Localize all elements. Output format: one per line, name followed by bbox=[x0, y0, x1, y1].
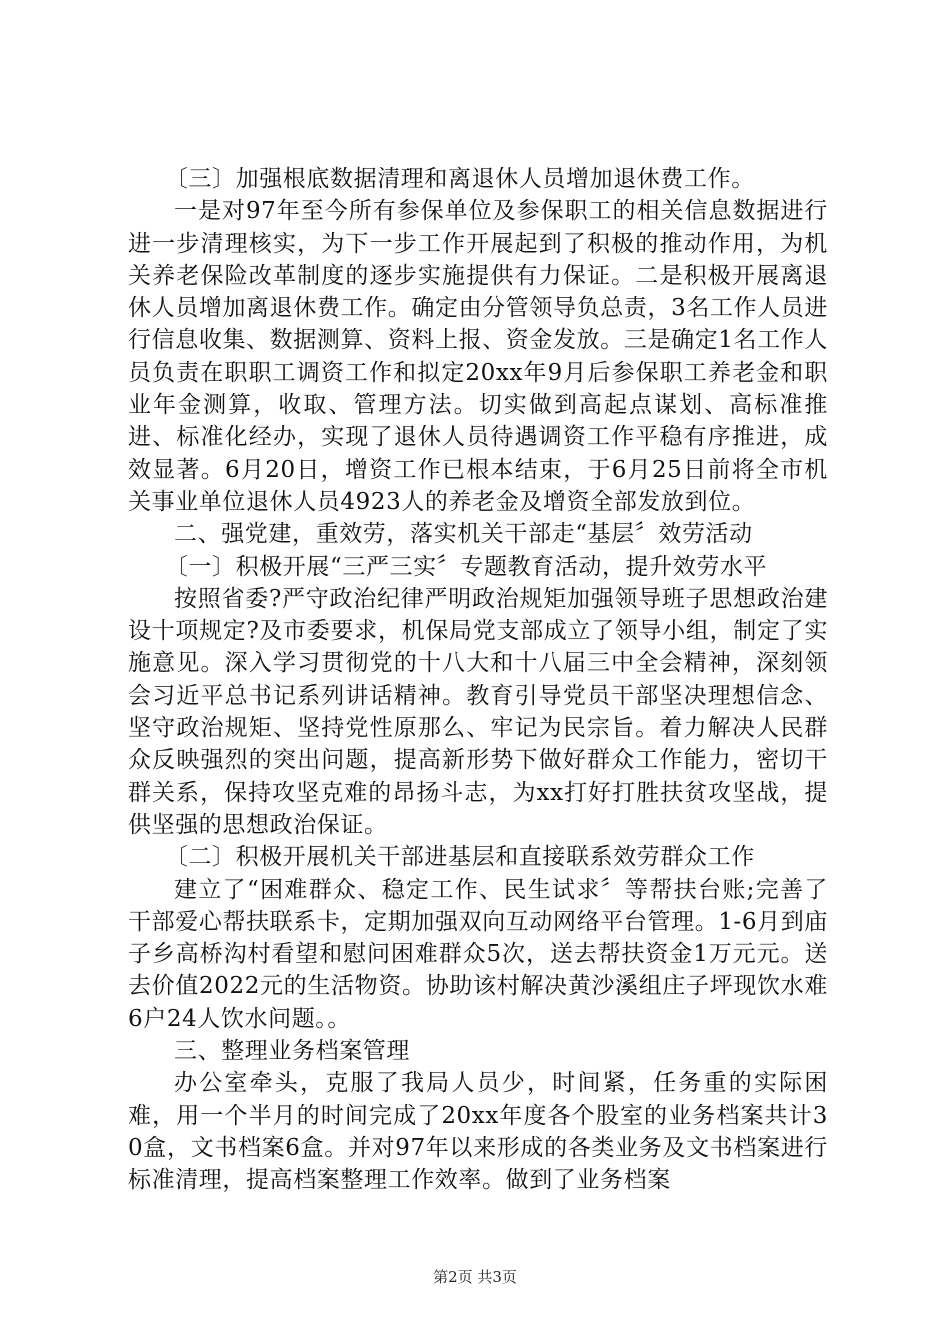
document-body bbox=[128, 163, 828, 1197]
paragraph: 按照省委?严守政治纪律严明政治规矩加强领导班子思想政治建设十项规定?及市委要求，机保局党支部成立了领导小组，制定了实施意见。深入学习贯彻党的十八大和十八届三中全会精神，深刻领会习近平总书记系列讲话精神。教育引导党员干部坚决理想信念、坚守政治规矩、坚持党性原那么、牢记为民宗旨。着力解决人民群众反映强烈的突出问题，提高新形势下做好群众工作能力，密切干群关系，保持攻坚克难的昂扬斗志，为xx打好打胜扶贫攻坚战，提供坚强的思想政治保证。 bbox=[128, 585, 828, 838]
paragraph: 建立了“困难群众、稳定工作、民生试求〞等帮扶台账;完善了干部爱心帮扶联系卡，定期加强双向互动网络平台管理。1-6月到庙子乡高桥沟村看望和慰问困难群众5次，送去帮扶资金1万元元。送去价值2022元的生活物资。协助该村解决黄沙溪组庄子坪现饮水难6户24人饮水问题。。 bbox=[128, 876, 828, 1032]
paragraph: 一是对97年至今所有参保单位及参保职工的相关信息数据进行进一步清理核实，为下一步工作开展起到了积极的推动作用，为机关养老保险改革制度的逐步实施提供有力保证。二是积极开展离退休人员增加离退休费工作。确定由分管领导负总责，3名工作人员进行信息收集、数据测算、资料上报、资金发放。三是确定1名工作人员负责在职职工调资工作和拟定20xx年9月后参保职工养老金和职业年金测算，收取、管理方法。切实做到高起点谋划、高标准推进、标准化经办，实现了退休人员待遇调资工作平稳有序推进，成效显著。6月20日，增资工作已根本结束，于6月25日前将全市机关事业单位退休人员4923人的养老金及增资全部发放到位。 bbox=[128, 198, 828, 515]
subsection-heading-2: 〔二〕积极开展机关干部进基层和直接联系效劳群众工作 bbox=[164, 844, 755, 871]
section-heading-3-archive: 三、整理业务档案管理 bbox=[174, 1038, 410, 1065]
paragraph: 办公室牵头，克服了我局人员少，时间紧，任务重的实际困难，用一个半月的时间完成了20xx年度各个股室的业务档案共计30盒，文书档案6盒。并对97年以来形成的各类业务及文书档案进行标准清理，提高档案整理工作效率。做到了业务档案 bbox=[128, 1070, 828, 1194]
section-heading-2: 二、强党建，重效劳，落实机关干部走“基层〞效劳活动 bbox=[174, 521, 753, 548]
section-heading-3: 〔三〕加强根底数据清理和离退休人员增加退休费工作。 bbox=[164, 166, 755, 192]
subsection-heading-1: 〔一〕积极开展“三严三实〞专题教育活动，提升效劳水平 bbox=[164, 553, 768, 580]
page-number: 第2页 共3页 bbox=[433, 1268, 517, 1286]
